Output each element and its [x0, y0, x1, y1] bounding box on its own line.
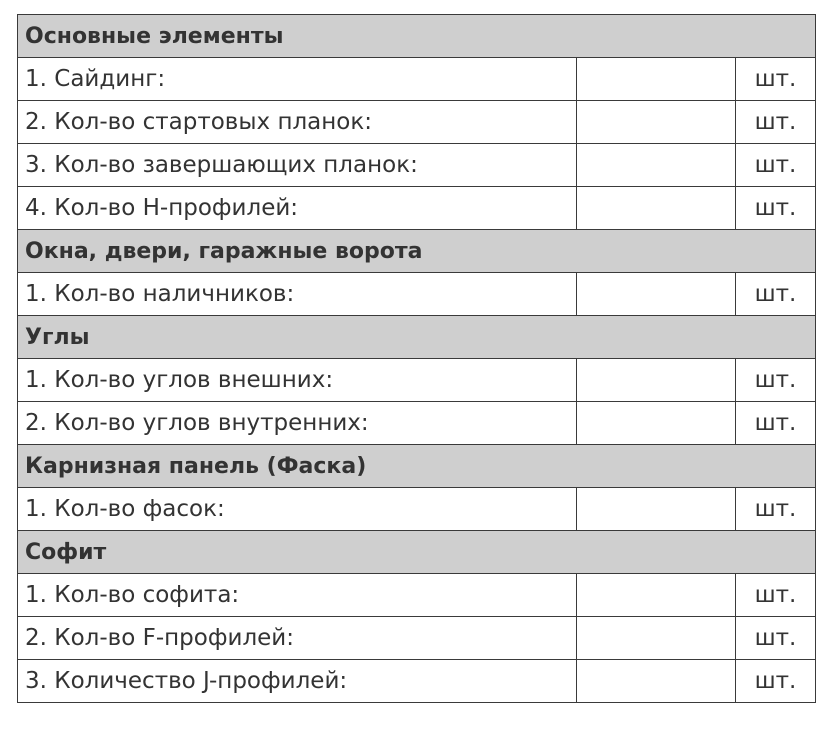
- unit-label: шт.: [736, 402, 816, 445]
- section-header-row: [18, 15, 816, 58]
- section-title: Окна, двери, гаражные ворота: [18, 230, 816, 273]
- quantity-input[interactable]: [577, 101, 735, 143]
- section-header-row: [18, 531, 816, 574]
- table-row: [18, 58, 816, 101]
- row-label: 1. Кол-во фасок:: [18, 488, 577, 531]
- section-title: Углы: [18, 316, 816, 359]
- siding-calculator-table: [17, 14, 816, 703]
- quantity-cell: [577, 359, 736, 402]
- unit-label: шт.: [736, 488, 816, 531]
- table-row: [18, 617, 816, 660]
- section-title: Софит: [18, 531, 816, 574]
- table-row: [18, 660, 816, 703]
- table-row: [18, 488, 816, 531]
- unit-label: шт.: [736, 58, 816, 101]
- quantity-cell: [577, 660, 736, 703]
- unit-label: шт.: [736, 144, 816, 187]
- quantity-cell: [577, 574, 736, 617]
- calculator-body: [18, 15, 816, 703]
- section-header-row: [18, 230, 816, 273]
- row-label: 2. Кол-во F-профилей:: [18, 617, 577, 660]
- quantity-cell: [577, 617, 736, 660]
- table-row: [18, 402, 816, 445]
- row-label: 3. Кол-во завершающих планок:: [18, 144, 577, 187]
- unit-label: шт.: [736, 273, 816, 316]
- unit-label: шт.: [736, 187, 816, 230]
- table-row: [18, 273, 816, 316]
- quantity-cell: [577, 488, 736, 531]
- quantity-input[interactable]: [577, 187, 735, 229]
- section-header-row: [18, 445, 816, 488]
- quantity-cell: [577, 402, 736, 445]
- quantity-input[interactable]: [577, 660, 735, 702]
- row-label: 1. Кол-во софита:: [18, 574, 577, 617]
- unit-label: шт.: [736, 617, 816, 660]
- quantity-input[interactable]: [577, 488, 735, 530]
- row-label: 2. Кол-во стартовых планок:: [18, 101, 577, 144]
- unit-label: шт.: [736, 359, 816, 402]
- quantity-input[interactable]: [577, 402, 735, 444]
- table-row: [18, 101, 816, 144]
- quantity-cell: [577, 187, 736, 230]
- section-title: Карнизная панель (Фаска): [18, 445, 816, 488]
- row-label: 4. Кол-во H-профилей:: [18, 187, 577, 230]
- table-row: [18, 187, 816, 230]
- quantity-cell: [577, 58, 736, 101]
- table-row: [18, 574, 816, 617]
- row-label: 1. Кол-во наличников:: [18, 273, 577, 316]
- quantity-cell: [577, 101, 736, 144]
- row-label: 2. Кол-во углов внутренних:: [18, 402, 577, 445]
- table-row: [18, 144, 816, 187]
- table-row: [18, 359, 816, 402]
- unit-label: шт.: [736, 574, 816, 617]
- quantity-input[interactable]: [577, 359, 735, 401]
- quantity-cell: [577, 144, 736, 187]
- quantity-input[interactable]: [577, 58, 735, 100]
- unit-label: шт.: [736, 101, 816, 144]
- section-header-row: [18, 316, 816, 359]
- row-label: 1. Кол-во углов внешних:: [18, 359, 577, 402]
- quantity-input[interactable]: [577, 617, 735, 659]
- section-title: Основные элементы: [18, 15, 816, 58]
- quantity-input[interactable]: [577, 144, 735, 186]
- quantity-input[interactable]: [577, 574, 735, 616]
- quantity-input[interactable]: [577, 273, 735, 315]
- row-label: 3. Количество J-профилей:: [18, 660, 577, 703]
- quantity-cell: [577, 273, 736, 316]
- unit-label: шт.: [736, 660, 816, 703]
- row-label: 1. Сайдинг:: [18, 58, 577, 101]
